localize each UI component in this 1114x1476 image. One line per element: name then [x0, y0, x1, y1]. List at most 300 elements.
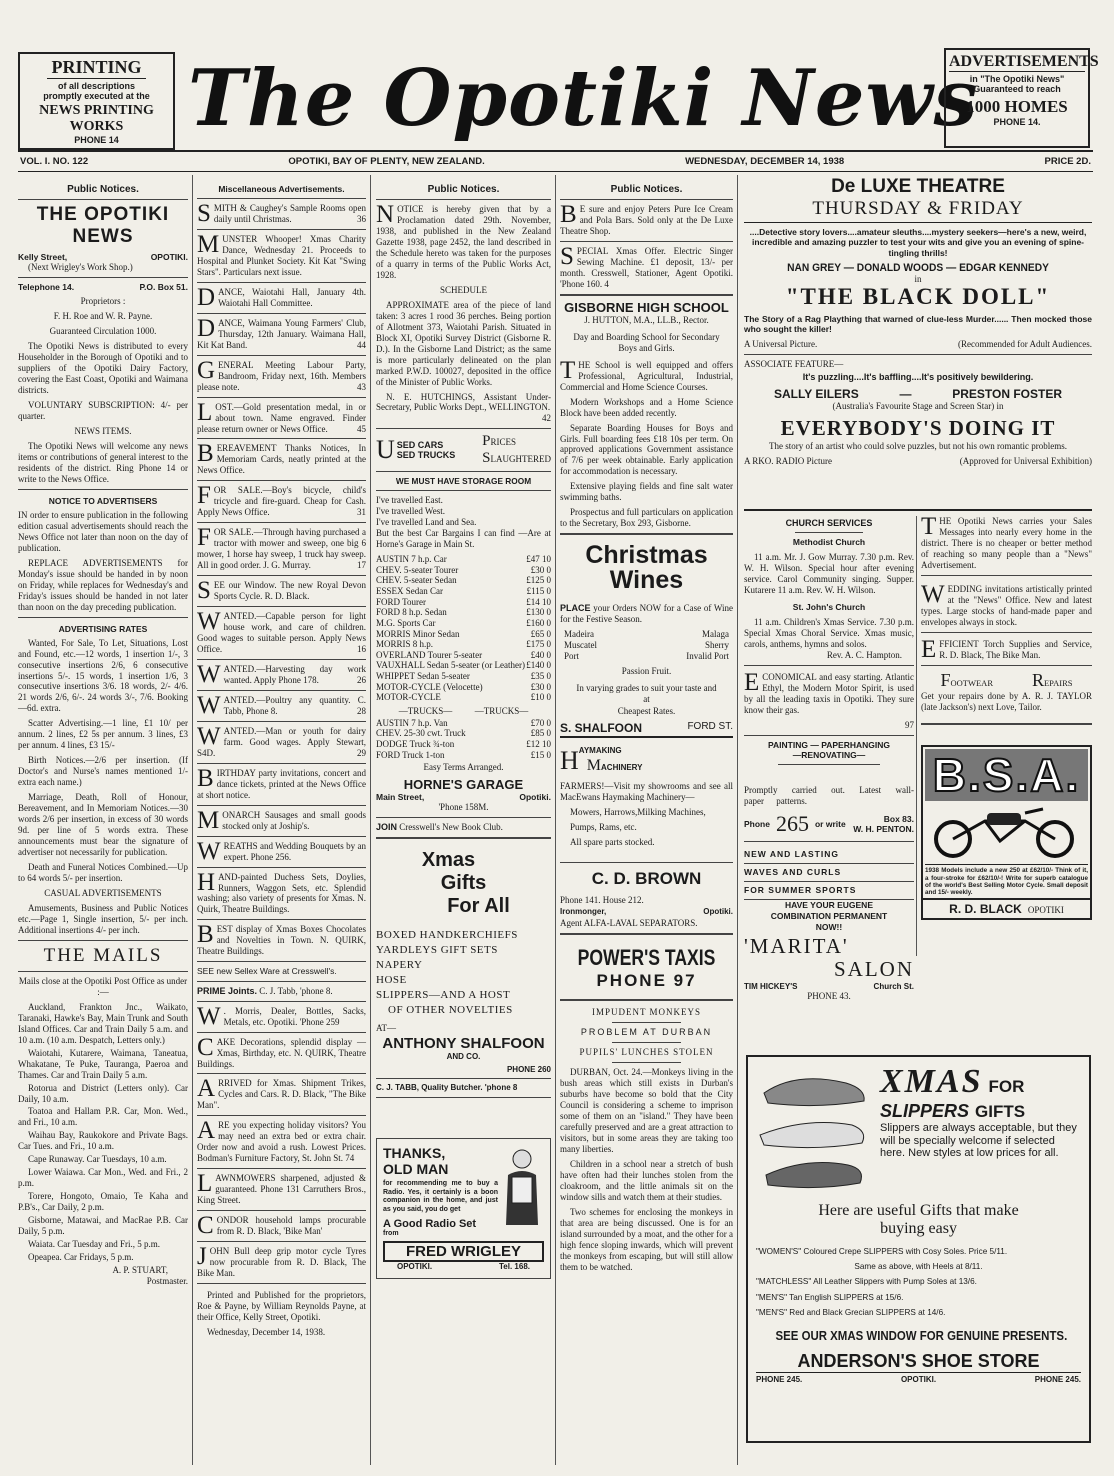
casual-heading: CASUAL ADVERTISEMENTS	[44, 887, 162, 898]
gift-item: HOSE	[376, 973, 407, 986]
drop-cap: W	[197, 837, 221, 865]
car-name: CHEV. 5-seater Tourer	[376, 564, 459, 575]
misc-ad-number: 43	[357, 381, 366, 392]
mail-entry: Cape Runaway. Car Tuesdays, 10 a.m.	[28, 1154, 167, 1165]
slippers-word: SLIPPERS	[880, 1101, 970, 1121]
gift-items	[376, 928, 551, 1017]
drop-cap: D	[197, 314, 216, 342]
drop-cap: W	[197, 691, 221, 719]
truck-row	[376, 718, 551, 729]
car-name: MORRIS Minor Sedan	[376, 628, 460, 639]
torch-text: FFICIENT Torch Supplies and Service, R. D. Black, The Bike Man.	[939, 638, 1092, 660]
stjohns-heading: St. John's Church	[792, 601, 866, 612]
misc-ad-text: ANCE, Waiotahi Hall, January 4th. Waiotahi Hall Committee.	[218, 286, 366, 308]
church-heading: CHURCH SERVICES	[785, 518, 873, 528]
anderson-phone-2: PHONE 245.	[1034, 1374, 1081, 1384]
place-line: OPOTIKI, BAY OF PLENTY, NEW ZEALAND.	[288, 156, 485, 167]
misc-ad	[197, 722, 366, 759]
column-divider	[737, 175, 738, 1465]
truck-row	[376, 728, 551, 739]
school-boarding: Separate Boarding Houses for Boys and Girls. Full boarding fees £18 10s per term. On approved applications Government assistance of 7/6 per week obtainable. Early application for accommodation is necessary.	[560, 422, 733, 477]
price: PRICE 2D.	[1044, 156, 1091, 167]
painting-text: Promptly carried out. Latest wall-paper patterns.	[744, 784, 914, 806]
tabb-ad: C. J. TABB, Quality Butcher. 'phone 8	[376, 1083, 518, 1093]
column-heading: Public Notices.	[427, 184, 500, 195]
truck-price: £15 0	[530, 749, 551, 760]
school-prospectus: Prospectus and full particulars on application to the Secretary, Box 293, Gisborne.	[560, 507, 733, 529]
misc-ad-number: 28	[357, 705, 366, 716]
misc-ad-number: 45	[357, 423, 366, 434]
wine-row	[564, 629, 729, 640]
car-name: OVERLAND Tourer 5-seater	[376, 649, 483, 660]
drop-cap: F	[197, 482, 211, 510]
funeral-text: Death and Funeral Notices Combined.—Up to 64 words 5/- per insertion.	[18, 862, 188, 883]
wine-name: Malaga	[702, 629, 729, 640]
printing-ad	[18, 52, 175, 150]
haymaking-heading: H AYMAKING MACHINERY	[560, 745, 643, 776]
prime-ad	[197, 986, 366, 997]
singer-text: PECIAL Xmas Offer. Electric Singer Sewing Machine. £1 deposit, 13/- per month. Cresswell, Stationer, Agent Opotiki. 'Phone 160.	[560, 245, 733, 289]
good-set: A Good Radio Set	[383, 1218, 477, 1231]
spare-parts: All spare parts stocked.	[570, 836, 655, 847]
car-name: FORD 8 h.p. Sedan	[376, 607, 447, 618]
radio-text: for recommending me to buy a Radio. Yes, it certainly is a boon companion in the home, and just as you said, you do get	[383, 1180, 498, 1213]
methodist-text: 11 a.m. Mr. J. Gow Murray. 7.30 p.m. Rev. W. H. Wilson. Special hour after evening service. Carol Community singing. Supper. Kutarere 11 a.m. Rev. W. H. Wilson.	[744, 552, 914, 595]
christmas-word: Christmas	[585, 541, 708, 570]
salon-line: COMBINATION PERMANENT	[770, 911, 888, 922]
marita-name: 'MARITA'	[744, 933, 849, 958]
wine-list	[564, 629, 729, 661]
misc-ad-text: ANTED.—Poultry any quantity. C. Tabb, Phone 8.	[223, 694, 366, 716]
car-name: AUSTIN 7 h.p. Car	[376, 554, 447, 565]
gift-item: OF OTHER NOVELTIES	[388, 1003, 513, 1016]
car-name: MORRIS 8 h.p.	[376, 639, 434, 650]
school-text: THE School is well equipped and offers Professional, Agricultural, Industrial, Commercial and Home Science Courses.	[560, 356, 733, 392]
bsa-logo: B.S.A.	[925, 749, 1088, 802]
column-news-ads	[921, 513, 1092, 961]
monkeys-para: Children in a school near a stretch of bush have often had their lunches stolen from the cloakroom, and the little animals sit on the window sills and watch them at their studies.	[560, 1159, 733, 1202]
drop-cap: W	[197, 722, 221, 750]
misc-ad	[197, 200, 366, 227]
printing-line: promptly executed at the	[43, 91, 150, 101]
drop-cap: J	[197, 1243, 207, 1271]
newspaper-title: The Opotiki News	[188, 53, 979, 144]
schedule-heading: SCHEDULE	[440, 284, 487, 295]
drop-cap: A	[197, 1117, 216, 1145]
mowers-text: Mowers, Harrows,Milking Machines,	[570, 806, 706, 817]
misc-ad-text: ANCE, Waimana Young Farmers' Club, Thursday, 12th January. Waimana Hall, Kit Kat Band.	[197, 317, 366, 350]
travel-line: But the best Car Bargains I can find —Are at Horne's Garage in Main St.	[376, 528, 551, 550]
oldman-heading: OLD MAN	[383, 1161, 449, 1178]
school-workshops: Modern Workshops and a Home Science Block have been added recently.	[560, 396, 733, 418]
car-price: £125 0	[526, 575, 551, 586]
gift-item: BOXED HANDKERCHIEFS	[376, 929, 518, 942]
xmas-window: SEE OUR XMAS WINDOW FOR GENUINE PRESENTS.	[775, 1327, 1068, 1343]
car-row	[376, 692, 551, 703]
truck-price: £12 10	[526, 738, 551, 749]
approved: (Approved for Universal Exhibition)	[959, 455, 1092, 466]
film-title: "THE BLACK DOLL"	[785, 284, 1051, 310]
misc-ad	[197, 1212, 366, 1240]
second-story: The story of an artist who could solve puzzles, but not his own romantic problems.	[769, 440, 1067, 451]
misc-ad-number: 29	[357, 747, 366, 758]
mail-entry: Opeapea. Car Fridays, 5 p.m.	[28, 1252, 134, 1263]
drop-cap: L	[197, 398, 213, 426]
anderson-store: ANDERSON'S SHOE STORE	[756, 1351, 1081, 1373]
car-row	[376, 650, 551, 661]
car-price: £30 0	[530, 681, 551, 692]
easy-terms: Easy Terms Arranged.	[423, 762, 504, 773]
misc-ad-text: ANTED.—Man or youth for dairy farm. Good wages. Apply Stewart, S4D.	[197, 725, 366, 758]
school-day: Day and Boarding School for Secondary Boys and Girls.	[573, 331, 720, 353]
slaughtered-word: LAUGHTERED	[490, 454, 551, 465]
advertisements-line: in "The Opotiki News"	[969, 74, 1065, 84]
column-heading: Miscellaneous Advertisements.	[218, 184, 345, 194]
mail-entry: Waiotahi, Kutarere, Waimana, Taneatua, Whakatane, Te Puke, Tauranga, Paeroa and Thames. Car and Train Daily 5 a.m.	[18, 1047, 188, 1080]
truck-name: CHEV. 25-30 cwt. Truck	[376, 728, 466, 739]
car-row	[376, 660, 551, 671]
anderson-phone: PHONE 245.	[756, 1374, 803, 1384]
printing-works: NEWS PRINTING WORKS	[39, 103, 154, 134]
rd-black: R. D. BLACK	[949, 902, 1022, 917]
slipper-line: "MEN'S" Red and Black Grecian SLIPPERS at 14/6.	[756, 1307, 946, 1317]
car-name: VAUXHALL Sedan 5-seater (or Leather)	[376, 660, 525, 671]
s-shalfoon: S. SHALFOON	[560, 721, 643, 736]
car-row	[376, 607, 551, 618]
mails-heading: THE MAILS	[43, 944, 163, 966]
wine-name: Sherry	[705, 639, 729, 650]
misc-ad	[197, 230, 366, 278]
news-items-text: The Opotiki News will welcome any news items or contributions of general interest to the residents of the district. Ring Phone 14 or write to the News Office.	[18, 441, 188, 484]
monkeys-headline: IMPUDENT MONKEYS	[591, 1007, 702, 1018]
wedding-text: EDDING invitations artistically printed at the "News" Office. New and latest types. Large stocks of hand-made paper and envelopes always in stock.	[921, 583, 1092, 627]
drop-cap: W	[197, 660, 221, 688]
notice-signature: N. E. HUTCHINGS, Assistant Under-Secretary, Public Works Dept., WELLINGTON.	[376, 391, 551, 413]
truck-name: AUSTIN 7 h.p. Van	[376, 717, 448, 728]
bsa-text: 1938 Models include a new 250 at £62/10/- Think of it, a four-stroke for £62/10/-! Write for superb catalogue of the world's Best Selling Motor Cycle. Small deposit and 15/- weekly.	[925, 864, 1088, 896]
drop-cap: C	[197, 1033, 214, 1061]
drop-cap: A	[197, 1075, 216, 1103]
column-heading: Public Notices.	[67, 184, 139, 195]
drop-cap: M	[197, 230, 220, 258]
wine-name: Madeira	[564, 629, 594, 640]
mails-intro: Mails close at the Opotiki Post Office as under :—	[18, 975, 188, 997]
write-label: or write	[814, 818, 846, 829]
circulation: Guaranteed Circulation 1000.	[49, 326, 157, 337]
trucks-heading: —TRUCKS— —TRUCKS—	[398, 705, 529, 716]
theatre-in: in	[914, 274, 922, 285]
car-name: CHEV. 5-seater Sedan	[376, 575, 457, 586]
misc-ad-text: OR SALE.—Boy's bicycle, child's tricycle and fire-guard. Cheap for Cash. Apply News Office.	[197, 485, 366, 518]
advertisers-text: IN order to ensure publication in the following edition casual advertisements should reach the News Office not later than noon on the day of publication.	[18, 509, 188, 553]
book-club-ad	[376, 822, 551, 833]
column-heading: Public Notices.	[610, 184, 683, 195]
drop-cap: G	[197, 356, 216, 384]
school-fields: Extensive playing fields and fine salt water swimming baths.	[560, 481, 733, 503]
drop-cap: C	[197, 1212, 214, 1240]
distribution-text: The Opotiki News is distributed to every Householder in the Borough of Opotiki and to suppliers of the Opotiki Dairy Factory, covering the East Coast, Opotiki and Waimana districts.	[18, 341, 188, 396]
phone-label: Phone	[744, 818, 770, 829]
film-story: The Story of a Rag Plaything that warned of clue-less Murder...... Then mocked those who sought the killer!	[744, 314, 1092, 335]
news-ad: THE Opotiki News carries your Sales Messages into nearly every home in the district. There is no cheaper or better method of reaching so many people than a "News" Advertisement.	[921, 513, 1092, 570]
rates-text: Wanted, For Sale, To Let, Situations, Lost and Found, etc.—12 words, 1 insertion 1/-, 3 consecutive insertions 2/6, 6 consecutive insertions 5/-. 15 words, 1 insertion 1/6, 3 consecutive insertions 3/6. 18 words, 2/- 4/6. 21 words 2/6, 6/-. 24 words 3/-, 7/6. Booking—6d. extra.	[18, 637, 188, 714]
mail-entry: Torere, Hongoto, Omaio, Te Kaha and P.B's., Car Daily, 2 p.m.	[18, 1191, 188, 1213]
second-film: EVERYBODY'S DOING IT	[780, 415, 1056, 440]
postmaster-name: A. P. STUART,	[112, 1265, 168, 1276]
misc-ad-text: ANTED.—Capable person for light house work, and care of children. Good wages to suitable person. Apply News Office.	[197, 611, 366, 654]
painting-heading: PAINTING — PAPERHANGING	[768, 739, 890, 750]
town: OPOTIKI.	[150, 252, 188, 262]
used-trucks: SED TRUCKS	[396, 450, 456, 461]
misc-ad	[197, 1033, 366, 1070]
shalfoon-co: AND CO.	[446, 1052, 481, 1062]
birth-text: Birth Notices.—2/6 per insertion. (If Doctor's and Nurse's names mentioned 1/- extra each name.)	[18, 755, 188, 788]
gift-item: YARDLEYS GIFT SETS	[376, 944, 498, 957]
misc-ad	[197, 398, 366, 435]
penton-contact	[744, 811, 914, 837]
misc-ad-text: AND-painted Duchess Sets, Doylies, Runners, Waggon Sets, etc. Splendid washing; also variety of presents for Xmas. N. Quirk, Theatre Buildings.	[197, 871, 366, 915]
thanks-heading: THANKS,	[383, 1145, 446, 1162]
advertisements-ad	[944, 48, 1099, 148]
car-price: £14 10	[526, 596, 551, 607]
news-items-heading: NEWS ITEMS.	[74, 426, 132, 437]
slippers-for: FOR	[988, 1077, 1025, 1096]
slippers-xmas: XMAS	[880, 1063, 983, 1100]
misc-ad-text: AWNMOWERS sharpened, adjusted & guaranteed. Phone 131 Carruthers Bros., King Street.	[197, 1173, 366, 1206]
misc-ad-text: REATHS and Wedding Bouquets by an expert. Phone 256.	[223, 840, 366, 862]
drop-cap: B	[197, 440, 214, 468]
from-label: from	[383, 1230, 399, 1238]
street: Kelly Street,	[18, 252, 68, 262]
misc-ad	[197, 524, 366, 571]
associate-feature: ASSOCIATE FEATURE—	[744, 358, 844, 369]
replace-text: REPLACE ADVERTISEMENTS for Monday's issue should be handed in by noon on Friday, while replaces for Wednesday's and Friday's issues should be handed in not later than noon on the day preceding publication.	[18, 557, 188, 612]
misc-ad-text: ONARCH Sausages and small goods stocked only at Joship's.	[222, 809, 366, 831]
gift-item: SLIPPERS—AND A HOST	[376, 988, 511, 1001]
garage-name: HORNE'S GARAGE	[403, 777, 524, 793]
advertisements-title: ADVERTISEMENTS	[949, 53, 1099, 70]
join-label: JOIN	[376, 822, 398, 833]
gift-item: NAPERY	[376, 958, 423, 971]
proprietors-heading: Proprietors :	[80, 296, 126, 307]
mail-entry: Rotorua and District (Letters only). Car Daily, 10 a.m.	[18, 1082, 188, 1104]
powers-taxis: POWER'S TAXIS	[577, 945, 716, 971]
misc-ad-text: EST display of Xmas Boxes Chocolates and Novelties in Town. N. QUIRK, Theatre Buildings.	[197, 924, 366, 957]
car-row	[376, 639, 551, 650]
garage-street: Main Street,	[376, 792, 425, 803]
ice-cream-text: E sure and enjoy Peters Pure Ice Cream and Pola Bars. Sold only at the De Luxe Theatre Shop.	[560, 204, 733, 236]
misc-ad	[197, 921, 366, 957]
misc-ad	[197, 440, 366, 476]
mail-entry: Auckland, Frankton Jnc., Waikato, Taranaki, Hawke's Bay, Main Trunk and South Island Offices. Car and Train Daily 5 a.m. and 10 a.m. (10 a.m. Despatch, Letters only.)	[18, 1001, 188, 1045]
misc-ad-number: 44	[357, 339, 366, 350]
wine-row	[564, 640, 729, 651]
next-to: (Next Wrigley's Work Shop.)	[28, 262, 133, 273]
column-public-notices	[18, 178, 188, 1468]
tim-hickey: TIM HICKEY'S	[744, 981, 798, 991]
penton-box: Box 83.	[883, 813, 914, 824]
issue-date: WEDNESDAY, DECEMBER 14, 1938	[685, 156, 845, 167]
misc-ad	[197, 1243, 366, 1279]
truck-row	[376, 750, 551, 761]
car-price: £35 0	[530, 670, 551, 681]
misc-ad-text: OR SALE.—Through having purchased a tractor with mower and sweep, one big 6 mower, 1 horse hay sweep, 1 truck hay sweep. All in good order. J. G. Murray.	[197, 527, 366, 571]
car-row	[376, 586, 551, 597]
renovating: —RENOVATING—	[792, 749, 866, 760]
mail-entry: Waiata. Car Tuesday and Fri., 5 p.m.	[28, 1239, 161, 1250]
travel-line: I've travelled West.	[376, 506, 445, 517]
misc-ad	[197, 1002, 366, 1030]
trucks-table	[376, 718, 551, 760]
drop-cap: M	[197, 806, 220, 834]
car-name: WHIPPET Sedan 5-seater	[376, 670, 470, 681]
shalfoon-name: ANTHONY SHALFOON	[382, 1035, 545, 1053]
salon-line: FOR SUMMER SPORTS	[744, 882, 914, 900]
wines-word: Wines	[609, 566, 684, 595]
prime-label: PRIME Joints.	[197, 985, 258, 996]
misc-ad	[197, 314, 366, 351]
car-name: MOTOR-CYCLE (Velocette)	[376, 681, 483, 692]
australia-star: (Australia's Favourite Stage and Screen Star) in	[832, 400, 1004, 411]
ford-st: FORD ST.	[687, 721, 733, 733]
mail-entry: Toatoa and Hallam P.R. Car, Mon. Wed., and Fri., 10 a.m.	[18, 1106, 188, 1128]
stjohns-rev: Rev. A. C. Hampton.	[826, 649, 902, 660]
news-ad-text: HE Opotiki News carries your Sales Messages into nearly every home in the district. There is no cheaper or better method of reaching so many people than a "News" Advertisement.	[921, 516, 1092, 570]
travel-line: I've travelled East.	[376, 495, 443, 506]
advertisers-heading: NOTICE TO ADVERTISERS	[48, 495, 158, 506]
prices-word: RICES	[490, 437, 517, 448]
column-miscellaneous	[197, 178, 366, 1468]
misc-ad	[197, 608, 366, 655]
proclamation-text: OTICE is hereby given that by a Proclamation dated 29th. November, 1938, and published in the New Zealand Gazette 1938, page 2452, the land described in the Schedule hereto was taken for the purposes of a quarry in terms of the Public Works Act, 1928.	[376, 204, 551, 280]
scatter-text: Scatter Advertising.—1 line, £1 10/ per annum. 2 lines, £2 5s per annum. 3 lines, £3 per annum. 4 lines, £3 15/-	[18, 718, 188, 751]
car-row	[376, 629, 551, 640]
misc-ad-text: MITH & Caughey's Sample Rooms open daily until Christmas.	[213, 203, 366, 224]
car-row	[376, 671, 551, 682]
misc-ad-text: RE you expecting holiday visitors? You may need an extra bed or extra chair. Order now and avoid a rush. Lowest Prices. Bodman's Furniture Factory, St. John St. 74	[197, 1120, 366, 1164]
car-price: £140 0	[526, 660, 551, 671]
salon-line: HAVE YOUR EUGENE	[784, 899, 873, 910]
slippers-illustration	[756, 1063, 876, 1198]
place-orders	[560, 603, 733, 625]
misc-ad-text: ANTED.—Harvesting day work wanted. Apply Phone 178.	[223, 663, 366, 685]
economical-text: CONOMICAL and easy starting. Atlantic Ethyl, the Modern Motor Spirit, is used by all the leading taxis in Opotiki. They sure know their gas.	[744, 671, 914, 715]
for-all-word: For All	[447, 895, 510, 918]
theatre-teaser: ....Detective story lovers....amateur sleuths....mystery seekers—here's a new, weird, incredible and amazing puzzler to test your wits and give you an evening of spine-tingling thrills!	[749, 227, 1087, 258]
anderson-town: OPOTIKI.	[900, 1374, 937, 1384]
column-divider	[370, 175, 371, 1465]
shalfoon-line	[560, 721, 733, 737]
paper-name: THE OPOTIKI NEWS	[36, 204, 170, 247]
advertisements-phone: PHONE 14.	[993, 117, 1041, 127]
misc-ad-text: OHN Bull deep grip motor cycle Tyres now procurable from R. D. Black, The Bike Man.	[197, 1246, 366, 1279]
volume-number: VOL. I. NO. 122	[20, 156, 89, 167]
cars-table	[376, 554, 551, 703]
misc-ad-text: . Morris, Dealer, Bottles, Sacks, Metals, etc. Opotiki. 'Phone 259	[223, 1005, 366, 1027]
radio-ad	[376, 1138, 551, 1279]
brown-agent: Agent ALFA-LAVAL SEPARATORS.	[560, 918, 698, 929]
economical-number: 97	[905, 719, 914, 730]
misc-ads-list-2	[197, 1002, 366, 1284]
notice-number: 42	[542, 413, 551, 424]
theatre-days: THURSDAY & FRIDAY	[744, 198, 1092, 223]
wine-name: Muscatel	[564, 639, 597, 650]
stjohns-text: 11 a.m. Children's Xmas Service. 7.30 p.m. Special Xmas Choral Service. Xmas music, carols, anthems, hymns and solos.	[744, 616, 914, 649]
theatre-cast: NAN GREY — DONALD WOODS — EDGAR KENNEDY	[787, 262, 1049, 275]
wedding-ad: WEDDING invitations artistically printed at the "News" Office. New and latest types. Large stocks of hand-made paper and envelopes always in stock.	[921, 580, 1092, 627]
preston-foster: PRESTON FOSTER	[952, 386, 1062, 401]
rd-black-town: OPOTIKI	[1027, 905, 1064, 916]
truck-price: £70 0	[530, 717, 551, 728]
car-row	[376, 618, 551, 629]
misc-ad-text: ONDOR household lamps procurable from R. D. Black, 'Bike Man'	[216, 1215, 366, 1237]
used-cars-header: U SED CARS SED TRUCKS PRICES SLAUGHTERED	[376, 433, 551, 467]
misc-ad-number: 26	[357, 674, 366, 685]
salon-lines	[744, 846, 914, 932]
drop-cap: F	[197, 524, 211, 552]
drop-cap: D	[197, 283, 216, 311]
footwear-word: OOTWEAR	[950, 677, 993, 688]
misc-ad	[197, 837, 366, 865]
printing-phone: PHONE 14	[74, 135, 119, 145]
high-school-name: GISBORNE HIGH SCHOOL	[564, 299, 729, 315]
xmas-word: Xmas	[421, 849, 476, 872]
car-row	[376, 682, 551, 693]
machinery-word: ACHINERY	[601, 763, 643, 773]
salon-line: NEW AND LASTING	[744, 846, 914, 864]
drop-cap: L	[197, 1170, 213, 1198]
misc-ad-number: 36	[357, 213, 366, 224]
drop-cap: B	[197, 764, 214, 792]
haymaking-word: AYMAKING	[578, 745, 622, 755]
car-row	[376, 597, 551, 608]
at-label: AT—	[376, 1023, 396, 1034]
misc-ad	[197, 1117, 366, 1164]
column-divider	[192, 175, 193, 1465]
brown-phone: Phone 141. House 212.	[560, 894, 644, 905]
school-equipped: HE School is well equipped and offers Professional, Agricultural, Industrial, Commercial and Home Science Courses.	[560, 359, 733, 392]
car-price: £65 0	[530, 628, 551, 639]
misc-ad	[197, 283, 366, 311]
monkeys-para: Two schemes for enclosing the monkeys in that area are being discussed. One is for an island surrounded by a moat, and the other for a high fence sloping inwards, which will prevent the monkeys from escaping, but will still allow them to be watched.	[560, 1206, 733, 1272]
christmas-wines-heading	[560, 543, 733, 593]
sellex-ad: SEE new Sellex Ware at Cresswell's.	[197, 966, 337, 977]
drop-cap: B	[197, 921, 214, 949]
wrigley-name: FRED WRIGLEY	[383, 1241, 544, 1262]
misc-ad-number: 16	[357, 644, 366, 654]
car-row	[376, 554, 551, 565]
puzzling: It's puzzling....It's baffling....It's positively bewildering.	[802, 371, 1034, 382]
misc-ad-text: EE our Window. The new Royal Devon Sports Cycle. R. D. Black.	[213, 580, 366, 602]
imprint-date: Wednesday, December 14, 1938.	[207, 1326, 326, 1337]
misc-ad-text: IRTHDAY party invitations, concert and dance tickets, printed at the News Office at short notice.	[197, 767, 366, 800]
misc-ad-text: AKE Decorations, splendid display —Xmas, Birthday, etc. N. QUIRK, Theatre Buildings.	[197, 1036, 366, 1069]
car-price: £40 0	[530, 649, 551, 660]
place-text: your Orders NOW for a Case of Wine for the Festive Season.	[560, 603, 733, 625]
radio-man-illustration	[498, 1145, 544, 1225]
brown-name: C. D. BROWN	[591, 868, 702, 888]
penton-name: W. H. PENTON.	[853, 823, 914, 834]
travel-line: I've travelled Land and Sea.	[376, 517, 477, 528]
column-divider	[916, 516, 917, 956]
farmers-text: FARMERS!—Visit my showrooms and see all MacEwans Haymaking Machinery—	[560, 781, 733, 802]
drop-cap: W	[197, 608, 221, 636]
car-price: £115 0	[526, 586, 551, 597]
car-name: FORD Tourer	[376, 596, 426, 607]
wrigley-town: OPOTIKI.	[397, 1262, 433, 1272]
join-text: Cresswell's New Book Club.	[399, 822, 503, 833]
marriage-text: Marriage, Death, Roll of Honour, Bereavement, and In Memoriam Notices.—30 words 2/6 per insertion, in excess of 30 words 9d. per line of 5 words extra. These announcements must bear the signature of advertiser not necessarily for publication.	[18, 792, 188, 858]
